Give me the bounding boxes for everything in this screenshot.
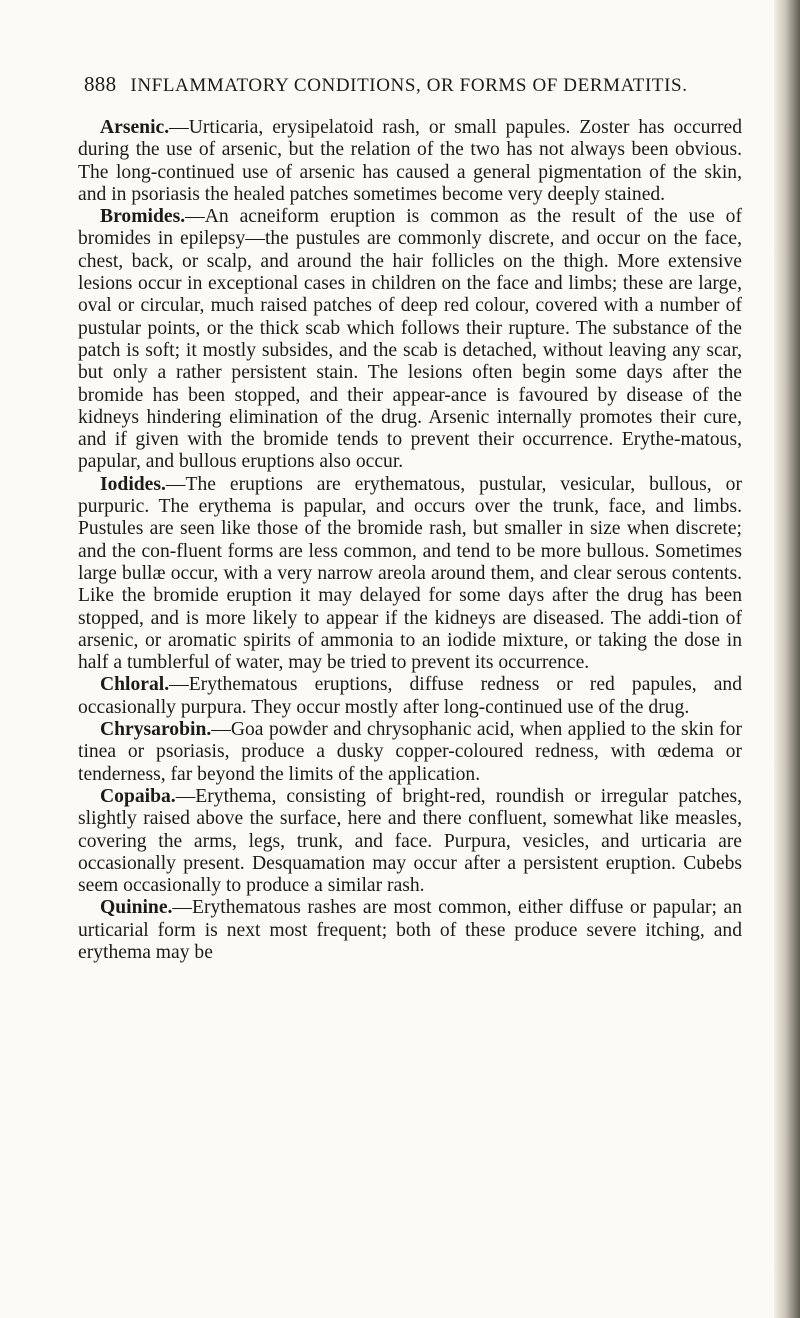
page-number: 888 [84, 72, 117, 96]
paragraph-copaiba [78, 786, 742, 897]
page-edge-shadow [774, 0, 800, 1318]
paragraph-arsenic [78, 117, 742, 206]
paragraph-text: —Urticaria, erysipelatoid rash, or small papules. Zoster has occurred during the use of arsenic, but the relation of the two has not always been obvious. The long-continued use of arsenic has caused a general pigmentation of the skin, and in psoriasis the healed patches sometimes become very deeply stained. [78, 117, 742, 205]
paragraph-text: —Erythema, consisting of bright-red, roundish or irregular patches, slightly raised above the surface, here and there confluent, somewhat like measles, covering the arms, legs, trunk, and face. Purpura, vesicles, and urticaria are occasionally present. Desquamation may occur after a persistent eruption. Cubebs seem occasionally to produce a similar rash. [78, 785, 742, 897]
chapter-title: INFLAMMATORY CONDITIONS, OR FORMS OF DERMATITIS. [130, 75, 688, 96]
paragraph-chloral [78, 674, 742, 719]
term-chloral: Chloral. [100, 674, 170, 696]
body-text [78, 117, 742, 964]
term-quinine: Quinine. [100, 897, 173, 919]
paragraph-text: —Goa powder and chrysophanic acid, when applied to the skin for tinea or psoriasis, produce a dusky copper-coloured redness, with œdema or tenderness, far beyond the limits of the application. [78, 719, 742, 785]
term-copaiba: Copaiba. [100, 785, 176, 807]
term-arsenic: Arsenic. [100, 117, 170, 138]
paragraph-chrysarobin [78, 719, 742, 786]
paragraph-text: —An acneiform eruption is common as the result of the use of bromides in epilepsy—the pustules are commonly discrete, and occur on the face, chest, back, or scalp, and around the hair follicles on the thigh. More extensive lesions occur in exceptional cases in children on the face and limbs; these are large, oval or circular, much raised patches of deep red colour, covered with a number of pustular points, or the thick scab which follows their rupture. The substance of the patch is soft; it mostly subsides, and the scab is detached, without leaving any scar, but only a rather persistent stain. The lesions often begin some days after the bromide has been stopped, and their appear-ance is favoured by disease of the kidneys hindering elimination of the drug. Arsenic internally promotes their cure, and if given with the bromide tends to prevent their occurrence. Erythe-matous, papular, and bullous eruptions also occur. [78, 206, 742, 473]
paragraph-text: —Erythematous rashes are most common, either diffuse or papular; an urticarial form is next most frequent; both of these produce severe itching, and erythema may be [78, 897, 742, 963]
term-bromides: Bromides. [100, 206, 186, 228]
paragraph-text: —Erythematous eruptions, diffuse redness or red papules, and occasionally purpura. They occur mostly after long-continued use of the drug. [78, 674, 742, 718]
running-header [84, 72, 744, 97]
term-chrysarobin: Chrysarobin. [100, 719, 212, 741]
paragraph-text: —The eruptions are erythematous, pustular, vesicular, bullous, or purpuric. The erythema is papular, and occurs over the trunk, face, and limbs. Pustules are seen like those of the bromide rash, but smaller in size when discrete; and the con-fluent forms are less common, and tend to be more bullous. Sometimes large bullæ occur, with a very narrow areola around them, and clear serous contents. Like the bromide eruption it may delayed for some days after the drug has been stopped, and is more likely to appear if the kidneys are diseased. The addi-tion of arsenic, or aromatic spirits of ammonia to an iodide mixture, or taking the dose in half a tumblerful of water, may be tried to prevent its occurrence. [78, 473, 742, 674]
paragraph-bromides [78, 206, 742, 474]
paragraph-iodides [78, 474, 742, 675]
term-iodides: Iodides. [100, 473, 166, 495]
paragraph-quinine [78, 897, 742, 964]
